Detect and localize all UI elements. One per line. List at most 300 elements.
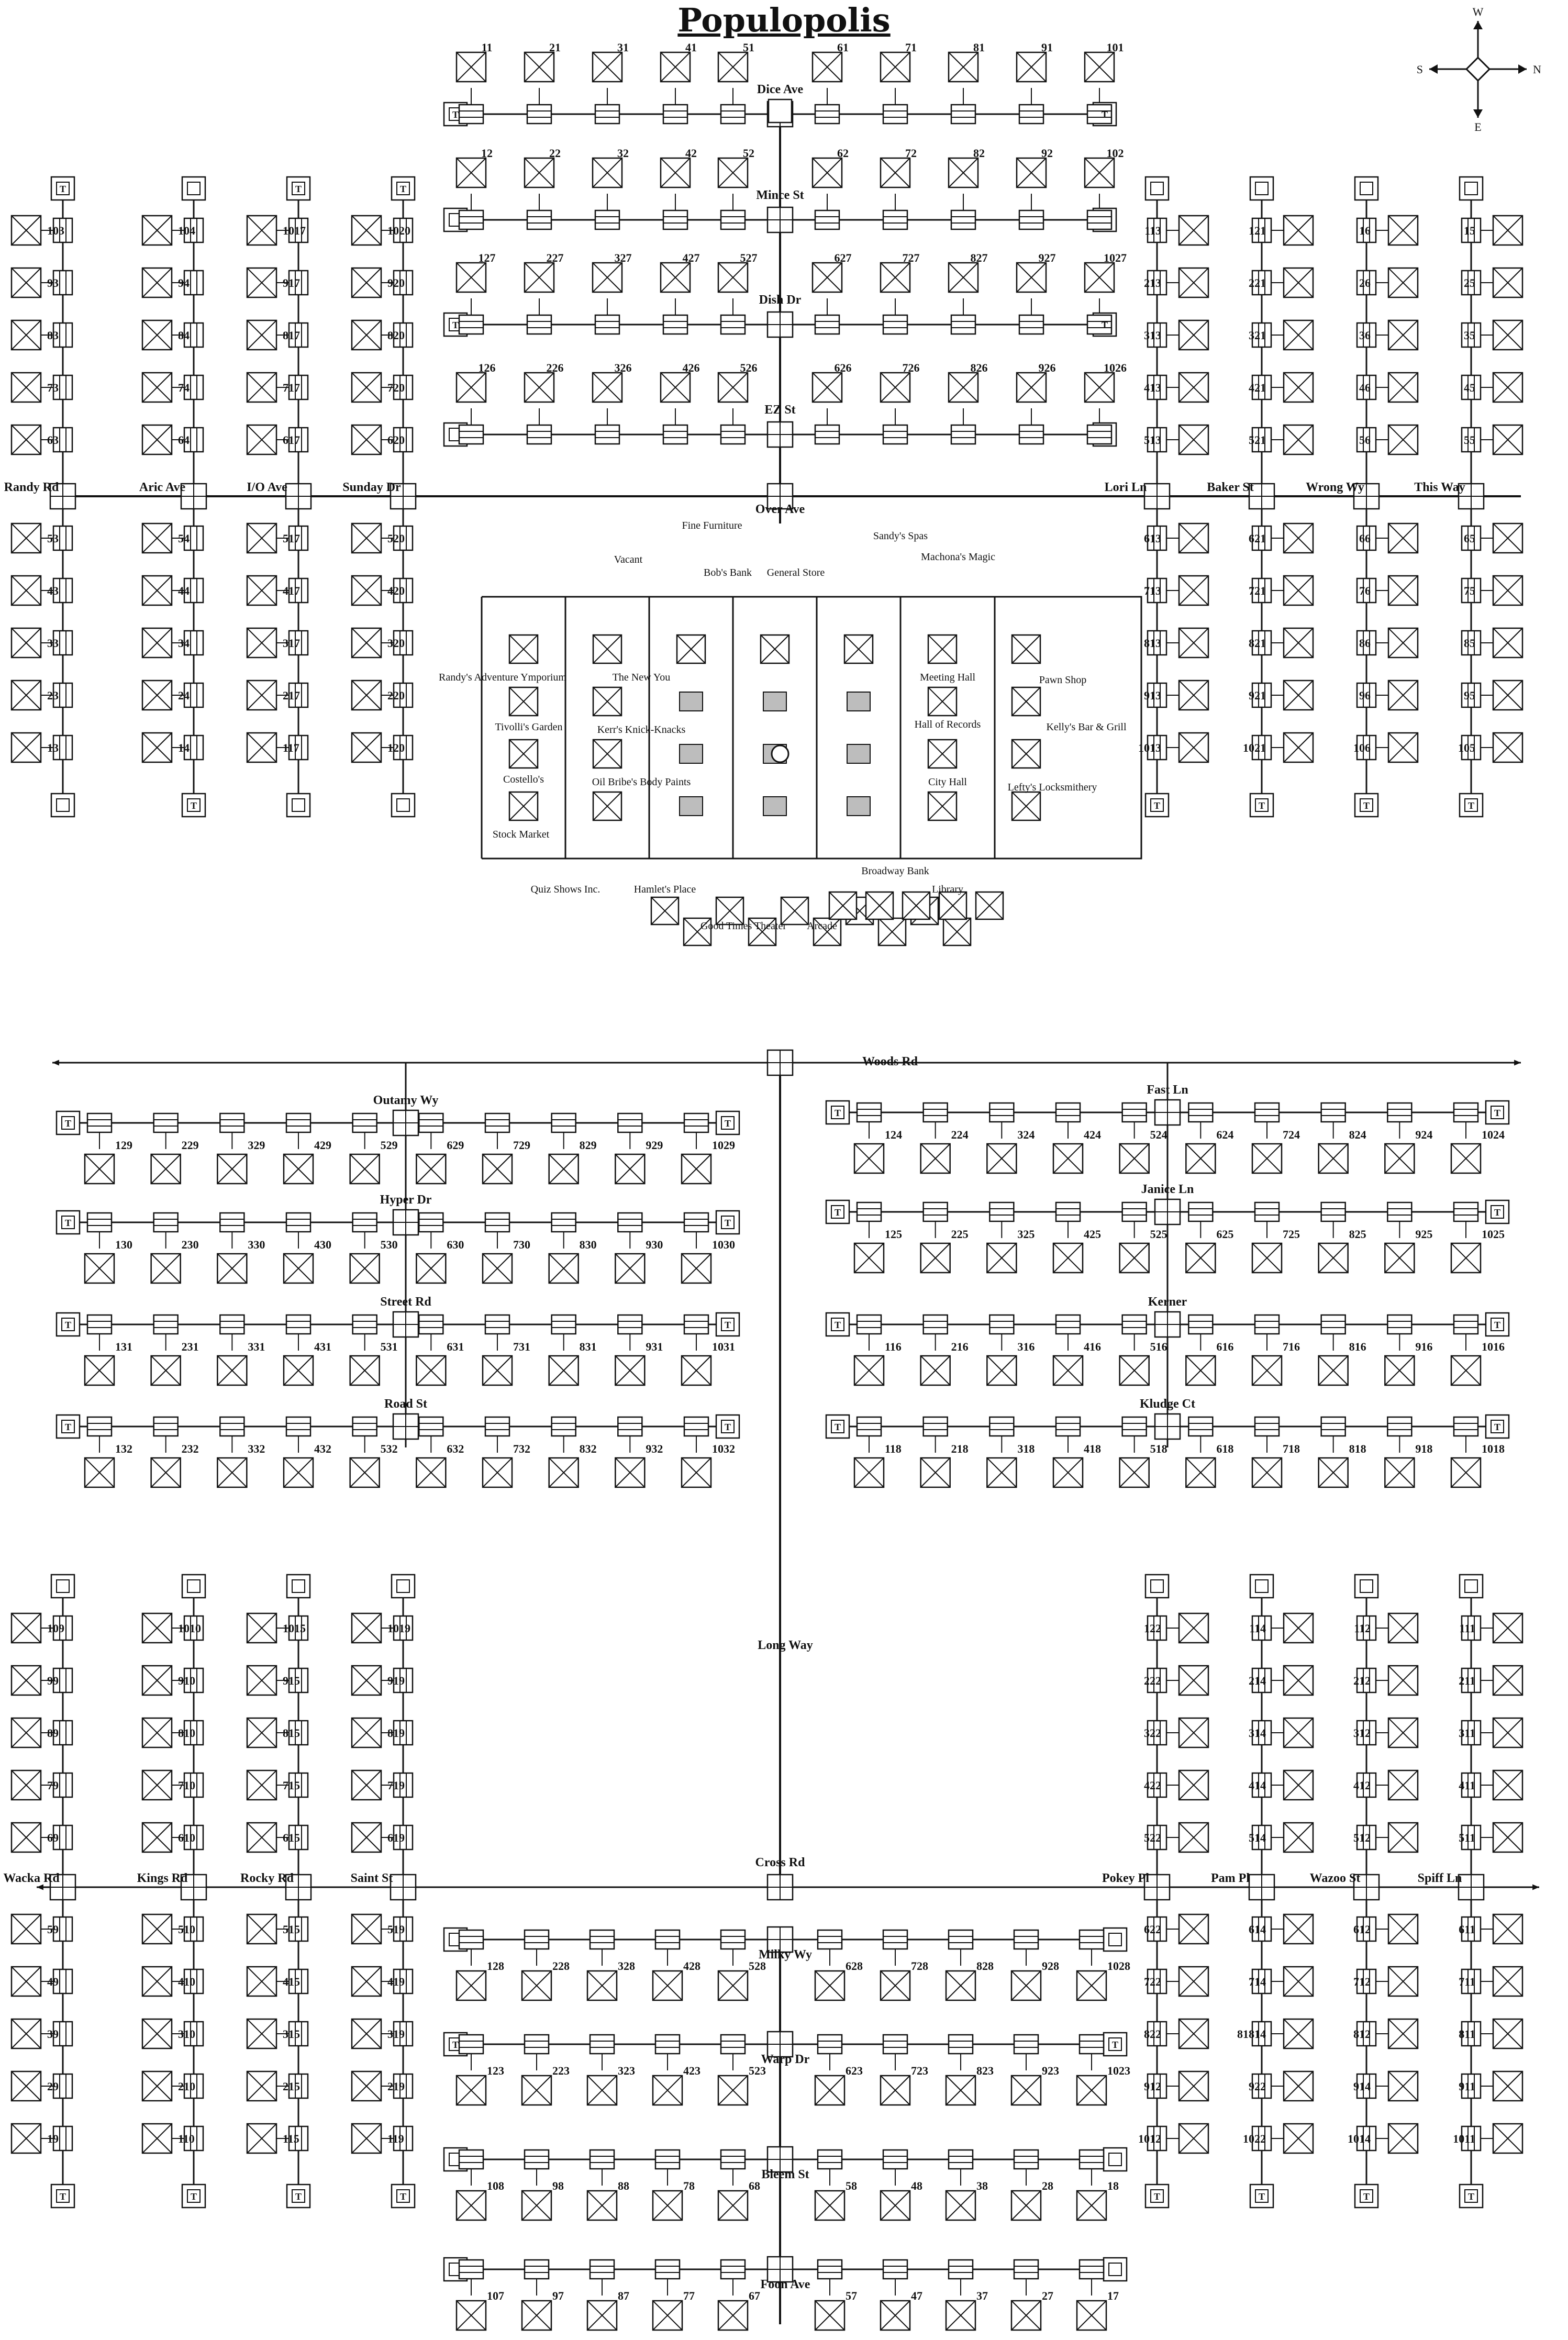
road-gate-box [485, 1213, 509, 1232]
lot-number: 112 [1354, 1622, 1371, 1635]
lot-number: 622 [1144, 1923, 1161, 1936]
street-label-woods-rd: Woods Rd [862, 1055, 918, 1068]
lot-number: 37 [976, 2289, 988, 2302]
street-label-long-way: Long Way [758, 1639, 813, 1652]
lot-number: 102 [1106, 147, 1124, 160]
lot-number: 532 [380, 1442, 398, 1455]
road-gate-box [154, 1417, 178, 1436]
lot-number: 217 [283, 689, 300, 702]
lot-number: 128 [487, 1959, 504, 1973]
teleport-marker: T [59, 184, 66, 194]
lot-number: 125 [885, 1228, 902, 1241]
lot-number: 66 [1359, 532, 1371, 545]
lot-number: 328 [618, 1959, 635, 1973]
lot-number: 613 [1144, 532, 1161, 545]
lot-number: 75 [1464, 584, 1475, 597]
teleport-marker: T [1258, 800, 1265, 811]
teleport-marker: T [59, 2191, 66, 2202]
lot-number: 214 [1249, 1674, 1266, 1687]
road-gate-box [924, 1315, 948, 1334]
road-gate-box [459, 2035, 483, 2054]
road-gate-box [883, 1930, 907, 1949]
road-gate-box [949, 2035, 973, 2054]
road-gate-box [527, 315, 551, 334]
road-gate-box [857, 1315, 881, 1334]
road-gate-box [220, 1315, 244, 1334]
lot-number: 221 [1249, 276, 1266, 289]
lot-number: 116 [885, 1340, 902, 1353]
road-gate-box [220, 1417, 244, 1436]
road-gate-box [1014, 2260, 1038, 2279]
middle-street-label: Outamy Wy [373, 1094, 439, 1107]
lot-number: 729 [513, 1139, 530, 1152]
road-gate-box [459, 105, 483, 124]
road-gate-box [1080, 1930, 1104, 1949]
place-label-stock: Stock Market [492, 829, 550, 840]
road-gate-box [459, 425, 483, 444]
middle-street-label: Kludge Ct [1139, 1397, 1196, 1411]
lot-number: 719 [387, 1779, 405, 1792]
lot-number: 83 [47, 329, 59, 342]
lot-number: 713 [1144, 584, 1161, 597]
road-gate-box [1122, 1417, 1147, 1436]
teleport-marker: T [724, 1422, 731, 1432]
lot-number: 58 [846, 2179, 857, 2192]
lot-number: 822 [1144, 2027, 1161, 2041]
lot-number: 327 [614, 251, 632, 264]
road-gate-box [1087, 210, 1111, 229]
lot-number: 831 [579, 1340, 597, 1353]
compass-east-label: E [1474, 120, 1482, 133]
place-label-newyou: The New You [612, 672, 671, 683]
road-gate-box [590, 2260, 614, 2279]
road-gate-box [459, 1930, 483, 1949]
lot-number: 110 [178, 2132, 195, 2145]
lot-number: 1026 [1104, 361, 1127, 374]
road-gate-box [1387, 1315, 1411, 1334]
road-gate-box [419, 1213, 443, 1232]
road-gate-box [663, 210, 687, 229]
lot-number: 227 [546, 251, 564, 264]
lot-number: 1017 [283, 224, 306, 237]
road-gate-box [1321, 1103, 1345, 1122]
teleport-marker: T [452, 320, 459, 330]
road-gate-box [818, 2150, 842, 2169]
road-gate-box [527, 210, 551, 229]
lot-number: 63 [47, 433, 59, 447]
lot-number: 56 [1359, 433, 1371, 447]
lot-number: 625 [1216, 1228, 1234, 1241]
lot-number: 41 [685, 41, 697, 54]
road-end-inner [1360, 182, 1373, 195]
road-gate-box [1019, 315, 1043, 334]
place-label-goodtimes: Good Times Theater [700, 920, 787, 932]
lot-number: 24 [178, 689, 190, 702]
teleport-marker: T [1363, 800, 1370, 811]
road-end-inner [1109, 2153, 1121, 2166]
bottom-street-label: Milky Wy [758, 1948, 813, 1962]
lot-number: 81 [973, 41, 985, 54]
top-street-label: Dish Dr [759, 293, 802, 307]
lot-number: 512 [1353, 1831, 1371, 1844]
lot-number: 91 [1041, 41, 1053, 54]
lot-number: 913 [1144, 689, 1161, 702]
quadrant-street-label: Wazoo St [1309, 1871, 1361, 1885]
lot-number: 611 [1459, 1923, 1475, 1936]
lot-number: 216 [951, 1340, 969, 1353]
lot-number: 43 [47, 584, 59, 597]
lot-number: 12 [481, 147, 493, 160]
road-gate-box [951, 425, 975, 444]
lot-number: 44 [178, 584, 190, 597]
road-gate-box [949, 2260, 973, 2279]
teleport-marker: T [1494, 1108, 1501, 1118]
lot-number: 1023 [1107, 2064, 1130, 2077]
place-label-fine: Fine Furniture [682, 520, 742, 531]
lot-number: 818 [1349, 1442, 1366, 1455]
road-end-inner [292, 1580, 305, 1592]
teleport-marker: T [1494, 1320, 1501, 1330]
lot-number: 712 [1353, 1975, 1371, 1988]
lot-number: 816 [1349, 1340, 1366, 1353]
road-gate-box [1387, 1103, 1411, 1122]
lot-number: 821 [1249, 637, 1266, 650]
lot-number: 312 [1353, 1726, 1371, 1740]
middle-street-label: Fast Ln [1147, 1083, 1188, 1097]
central-tower [769, 99, 792, 122]
lot-number: 31 [617, 41, 629, 54]
lot-number: 59 [47, 1923, 59, 1936]
lot-number: 424 [1084, 1128, 1101, 1141]
lot-number: 518 [1150, 1442, 1167, 1455]
lot-number: 48 [911, 2179, 922, 2192]
teleport-marker: T [190, 800, 197, 811]
road-gate-box [618, 1113, 642, 1132]
road-gate-box [1019, 105, 1043, 124]
lot-number: 213 [1144, 276, 1161, 289]
road-gate-box [1188, 1315, 1213, 1334]
lot-number: 29 [47, 2080, 59, 2093]
lot-number: 95 [1464, 689, 1475, 702]
lot-number: 96 [1359, 689, 1371, 702]
quadrant-street-label: Wacka Rd [3, 1871, 60, 1885]
lot-number: 62 [837, 147, 849, 160]
lot-number: 51 [743, 41, 754, 54]
road-gate-box [1188, 1103, 1213, 1122]
road-gate-box [857, 1417, 881, 1436]
road-gate-box [883, 315, 907, 334]
road-gate-box [951, 105, 975, 124]
lot-number: 18 [1107, 2179, 1119, 2192]
place-label-library: Library [932, 884, 963, 895]
lot-number: 825 [1349, 1228, 1366, 1241]
lot-number: 97 [552, 2289, 564, 2302]
lot-number: 517 [283, 532, 300, 545]
lot-number: 516 [1150, 1340, 1167, 1353]
lot-number: 726 [902, 361, 920, 374]
place-label-machonas: Machona's Magic [921, 551, 995, 563]
lot-number: 1025 [1482, 1228, 1505, 1241]
road-gate-box [924, 1103, 948, 1122]
lot-number: 718 [1283, 1442, 1300, 1455]
road-gate-box [989, 1315, 1014, 1334]
road-gate-box [815, 210, 839, 229]
road-gate-box [949, 2150, 973, 2169]
road-gate-box [154, 1213, 178, 1232]
lot-number: 124 [885, 1128, 902, 1141]
lot-number: 310 [178, 2027, 195, 2041]
place-label-kellys: Kelly's Bar & Grill [1046, 721, 1127, 733]
teleport-marker: T [399, 2191, 407, 2202]
road-gate-box [353, 1315, 377, 1334]
quadrant-street-label: Saint St [350, 1871, 393, 1885]
lot-number: 724 [1283, 1128, 1300, 1141]
lot-number: 323 [618, 2064, 635, 2077]
road-end-inner [292, 799, 305, 811]
lot-number: 68 [749, 2179, 760, 2192]
top-street-label: EZ St [764, 403, 796, 417]
lot-number: 311 [1459, 1726, 1475, 1740]
lot-number: 828 [976, 1959, 994, 1973]
lot-number: 219 [387, 2080, 405, 2093]
road-end-inner [1109, 1933, 1121, 1946]
lot-number: 331 [248, 1340, 265, 1353]
middle-street-label: Street Rd [380, 1295, 431, 1309]
quadrant-street-label: Spiff Ln [1417, 1871, 1462, 1885]
lot-number: 53 [47, 532, 59, 545]
place-label-randys: Randy's Adventure Ymporium [439, 672, 566, 683]
lot-number: 47 [911, 2289, 922, 2302]
lot-number: 624 [1216, 1128, 1234, 1141]
road-gate-box [1454, 1417, 1478, 1436]
lot-number: 917 [283, 276, 300, 289]
place-label-leftys: Lefty's Locksmithery [1007, 782, 1097, 793]
road-gate-box [552, 1113, 576, 1132]
road-end-inner [397, 799, 409, 811]
lot-number: 728 [911, 1959, 928, 1973]
lot-number: 815 [283, 1726, 300, 1740]
road-gate-box [924, 1202, 948, 1221]
lot-number: 922 [1249, 2080, 1266, 2093]
quadrant-street-label: Wrong Wy [1306, 481, 1364, 494]
teleport-marker: T [295, 184, 302, 194]
lot-number: 69 [47, 1831, 59, 1844]
lot-number: 928 [1042, 1959, 1059, 1973]
road-gate-box [419, 1315, 443, 1334]
lot-number: 114 [1249, 1622, 1266, 1635]
lot-number: 16 [1359, 224, 1371, 237]
teleport-marker: T [64, 1118, 72, 1129]
road-gate-box [1014, 2035, 1038, 2054]
lot-number: 211 [1459, 1674, 1475, 1687]
lot-number: 1021 [1243, 741, 1266, 754]
road-gate-box [87, 1417, 112, 1436]
lot-number: 86 [1359, 637, 1371, 650]
road-gate-box [1454, 1103, 1478, 1122]
road-gate-box [525, 1930, 549, 1949]
lot-number: 118 [885, 1442, 902, 1455]
place-label-hamlets: Hamlet's Place [633, 884, 696, 895]
lot-number: 832 [579, 1442, 597, 1455]
lot-number: 119 [387, 2132, 404, 2145]
lot-number: 218 [951, 1442, 969, 1455]
lot-number: 414 [1249, 1779, 1266, 1792]
lot-number: 632 [447, 1442, 464, 1455]
lot-number: 1020 [387, 224, 410, 237]
lot-number: 99 [47, 1674, 59, 1687]
road-gate-box [87, 1213, 112, 1232]
road-gate-box [818, 2035, 842, 2054]
road-gate-box [1321, 1315, 1345, 1334]
road-gate-box [1080, 2035, 1104, 2054]
bottom-street-label: Warp Dr [761, 2053, 810, 2066]
lot-number: 716 [1283, 1340, 1300, 1353]
road-gate-box [1087, 315, 1111, 334]
lot-number: 42 [685, 147, 697, 160]
road-gate-box [1080, 2260, 1104, 2279]
teleport-marker: T [834, 1207, 841, 1218]
lot-number: 416 [1084, 1340, 1101, 1353]
lot-number: 131 [115, 1340, 132, 1353]
lot-number: 52 [743, 147, 754, 160]
road-gate-box [721, 210, 745, 229]
road-gate-box [815, 425, 839, 444]
lot-number: 330 [248, 1238, 265, 1251]
road-gate-box [618, 1417, 642, 1436]
lot-number: 1032 [712, 1442, 735, 1455]
lot-number: 612 [1353, 1923, 1371, 1936]
teleport-marker: T [834, 1320, 841, 1330]
road-gate-box [883, 425, 907, 444]
lot-number: 523 [749, 2064, 766, 2077]
lot-number: 911 [1459, 2080, 1475, 2093]
road-gate-box [721, 315, 745, 334]
place-label-pawn: Pawn Shop [1039, 674, 1087, 686]
lot-number: 322 [1144, 1726, 1161, 1740]
lot-number: 1011 [1453, 2132, 1475, 2145]
lot-number: 111 [1459, 1622, 1475, 1635]
road-end-inner [397, 1580, 409, 1592]
road-gate-box [1087, 425, 1111, 444]
teleport-marker: T [295, 2191, 302, 2202]
place-label-vacant: Vacant [614, 554, 643, 565]
lot-number: 324 [1017, 1128, 1035, 1141]
lot-number: 225 [951, 1228, 969, 1241]
road-gate-box [525, 2035, 549, 2054]
road-gate-box [286, 1113, 310, 1132]
lot-number: 829 [579, 1139, 597, 1152]
lot-number: 130 [115, 1238, 132, 1251]
downtown-plaza-tile [847, 744, 870, 763]
lot-number: 1022 [1243, 2132, 1266, 2145]
lot-number: 316 [1017, 1340, 1035, 1353]
lot-number: 1031 [712, 1340, 735, 1353]
compass-south-label: S [1416, 63, 1423, 76]
lot-number: 422 [1144, 1779, 1161, 1792]
lot-number: 67 [749, 2289, 760, 2302]
quadrant-street-label: Pokey Pl [1102, 1871, 1149, 1885]
lot-number: 820 [387, 329, 405, 342]
road-gate-box [525, 2150, 549, 2169]
lot-number: 629 [447, 1139, 464, 1152]
place-label-general: General Store [766, 567, 825, 578]
lot-number: 109 [47, 1622, 64, 1635]
road-gate-box [353, 1113, 377, 1132]
lot-number: 25 [1464, 276, 1475, 289]
lot-number: 527 [740, 251, 758, 264]
road-gate-box [1188, 1417, 1213, 1436]
lot-number: 74 [178, 381, 190, 394]
lot-number: 318 [1017, 1442, 1035, 1455]
lot-number: 526 [740, 361, 758, 374]
lot-number: 930 [646, 1238, 663, 1251]
lot-number: 415 [283, 1975, 300, 1988]
road-gate-box [1080, 2150, 1104, 2169]
lot-number: 615 [283, 1831, 300, 1844]
lot-number: 619 [387, 1831, 405, 1844]
road-gate-box [419, 1113, 443, 1132]
road-gate-box [459, 2150, 483, 2169]
road-gate-box [459, 315, 483, 334]
lot-number: 912 [1144, 2080, 1161, 2093]
lot-number: 730 [513, 1238, 530, 1251]
road-gate-box [721, 2150, 745, 2169]
road-arrow [52, 1060, 59, 1066]
teleport-marker: T [452, 2040, 459, 2050]
road-gate-box [485, 1315, 509, 1334]
lot-number: 45 [1464, 381, 1475, 394]
lot-number: 423 [683, 2064, 700, 2077]
lot-number: 426 [682, 361, 700, 374]
road-gate-box [527, 105, 551, 124]
lot-number: 513 [1144, 433, 1161, 447]
lot-number: 85 [1464, 637, 1475, 650]
lot-number: 1024 [1482, 1128, 1505, 1141]
lot-number: 32 [617, 147, 629, 160]
road-gate-box [286, 1213, 310, 1232]
road-gate-box [459, 210, 483, 229]
lot-number: 410 [178, 1975, 195, 1988]
lot-number: 918 [1415, 1442, 1433, 1455]
teleport-marker: T [1101, 320, 1108, 330]
lot-number: 732 [513, 1442, 530, 1455]
lot-number: 510 [178, 1923, 195, 1936]
teleport-marker: T [190, 2191, 197, 2202]
lot-number: 412 [1353, 1779, 1371, 1792]
lot-number: 521 [1249, 433, 1266, 447]
lot-number: 17 [1107, 2289, 1119, 2302]
lot-number: 616 [1216, 1340, 1234, 1353]
lot-number: 22 [549, 147, 561, 160]
lot-number: 626 [834, 361, 852, 374]
lot-number: 919 [387, 1674, 405, 1687]
place-label-meeting: Meeting Hall [919, 672, 976, 683]
lot-number: 428 [683, 1959, 700, 1973]
lot-number: 520 [387, 532, 405, 545]
lot-number: 827 [970, 251, 988, 264]
road-gate-box [552, 1213, 576, 1232]
road-gate-box [1321, 1202, 1345, 1221]
road-gate-box [353, 1417, 377, 1436]
road-gate-box [1387, 1202, 1411, 1221]
lot-number: 418 [1084, 1442, 1101, 1455]
road-gate-box [857, 1202, 881, 1221]
lot-number: 921 [1249, 689, 1266, 702]
road-end-inner [1109, 2263, 1121, 2276]
lot-number: 65 [1464, 532, 1475, 545]
road-gate-box [655, 2150, 680, 2169]
road-gate-box [1056, 1103, 1080, 1122]
